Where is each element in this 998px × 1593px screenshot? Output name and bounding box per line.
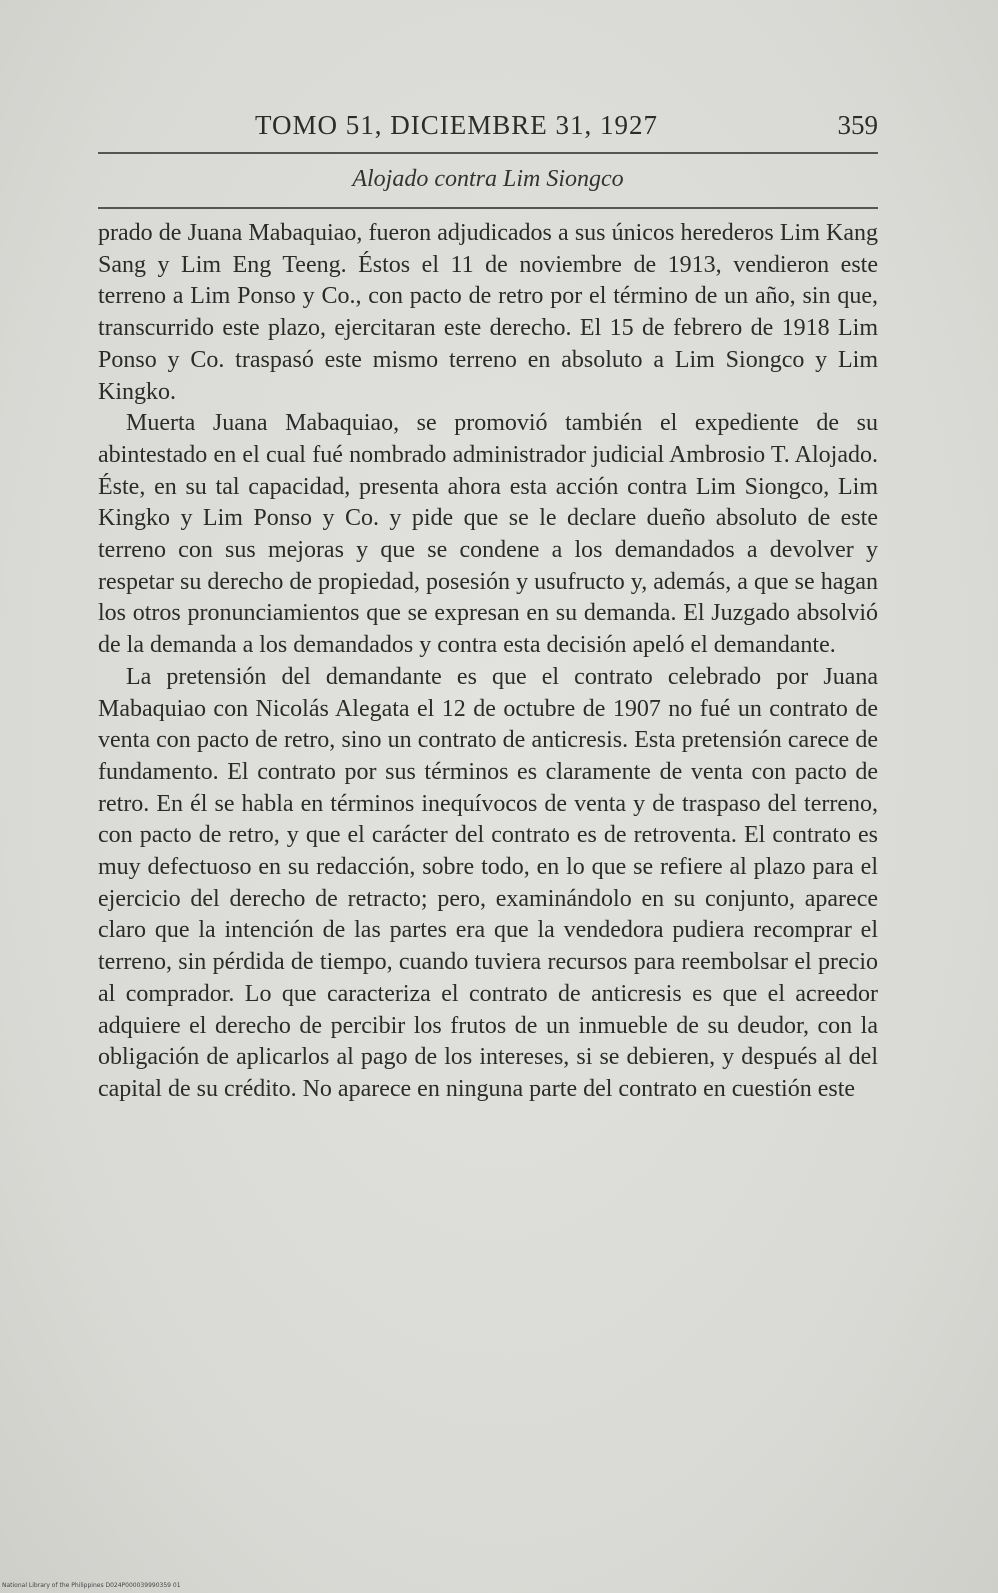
footer-credit: National Library of the Philippines D024P000039990359 01 <box>2 1582 181 1589</box>
body-text <box>98 218 878 1106</box>
running-head <box>98 110 878 150</box>
case-title: Alojado contra Lim Siongco <box>352 166 624 192</box>
paragraph: Muerta Juana Mabaquiao, se promovió también el expediente de su abintestado en el cual fué nombrado administrador judicial Ambrosio T. Alojado. Éste, en su tal capacidad, presenta ahora esta acción contra Lim Siongco, Lim Kingko y Lim Ponso y Co. y pide que se le declare dueño absoluto de este terreno con sus mejoras y que se condene a los demandados a devolver y respetar su derecho de propiedad, posesión y usufructo y, además, a que se hagan los otros pronunciamientos que se expresan en su demanda. El Juzgado absolvió de la demanda a los demandados y contra esta decisión apeló el demandante. <box>98 410 878 659</box>
running-title: TOMO 51, DICIEMBRE 31, 1927 <box>255 110 659 140</box>
paragraph: La pretensión del demandante es que el contrato celebrado por Juana Mabaquiao con Nicolás Alegata el 12 de octubre de 1907 no fué un contrato de venta con pacto de retro, sino un contrato de anticresis. Esta pretensión carece de fundamento. El contrato por sus términos es claramente de venta con pacto de retro. En él se habla en términos inequívocos de venta y de traspaso del terreno, con pacto de retro, y que el carácter del contrato es de retroventa. El contrato es muy defectuoso en su redacción, sobre todo, en lo que se refiere al plazo para el ejercicio del derecho de retracto; pero, examinándolo en su conjunto, aparece claro que la intención de las partes era que la vendedora pudiera recomprar el terreno, sin pérdida de tiempo, cuando tuviera recursos para reembolsar el precio al comprador. Lo que caracteriza el contrato de anticresis es que el acreedor adquiere el derecho de percibir los frutos de un inmueble de su deudor, con la obligación de aplicarlos al pago de los intereses, si se debieren, y después al del capital de su crédito. No aparece en ninguna parte del contrato en cuestión este <box>98 663 878 1102</box>
header-rule-bottom <box>98 207 878 209</box>
header-rule-top <box>98 152 878 154</box>
page-number: 359 <box>837 110 878 140</box>
paragraph-continuation: prado de Juana Mabaquiao, fueron adjudicados a sus únicos herederos Lim Kang Sang y Lim Eng Teeng. Éstos el 11 de noviembre de 1913, vendieron este terreno a Lim Ponso y Co., con pacto de retro por el término de un año, sin que, transcurrido este plazo, ejercitaran este derecho. El 15 de febrero de 1918 Lim Ponso y Co. traspasó este mismo terreno en absoluto a Lim Siongco y Lim Kingko. <box>98 220 878 405</box>
